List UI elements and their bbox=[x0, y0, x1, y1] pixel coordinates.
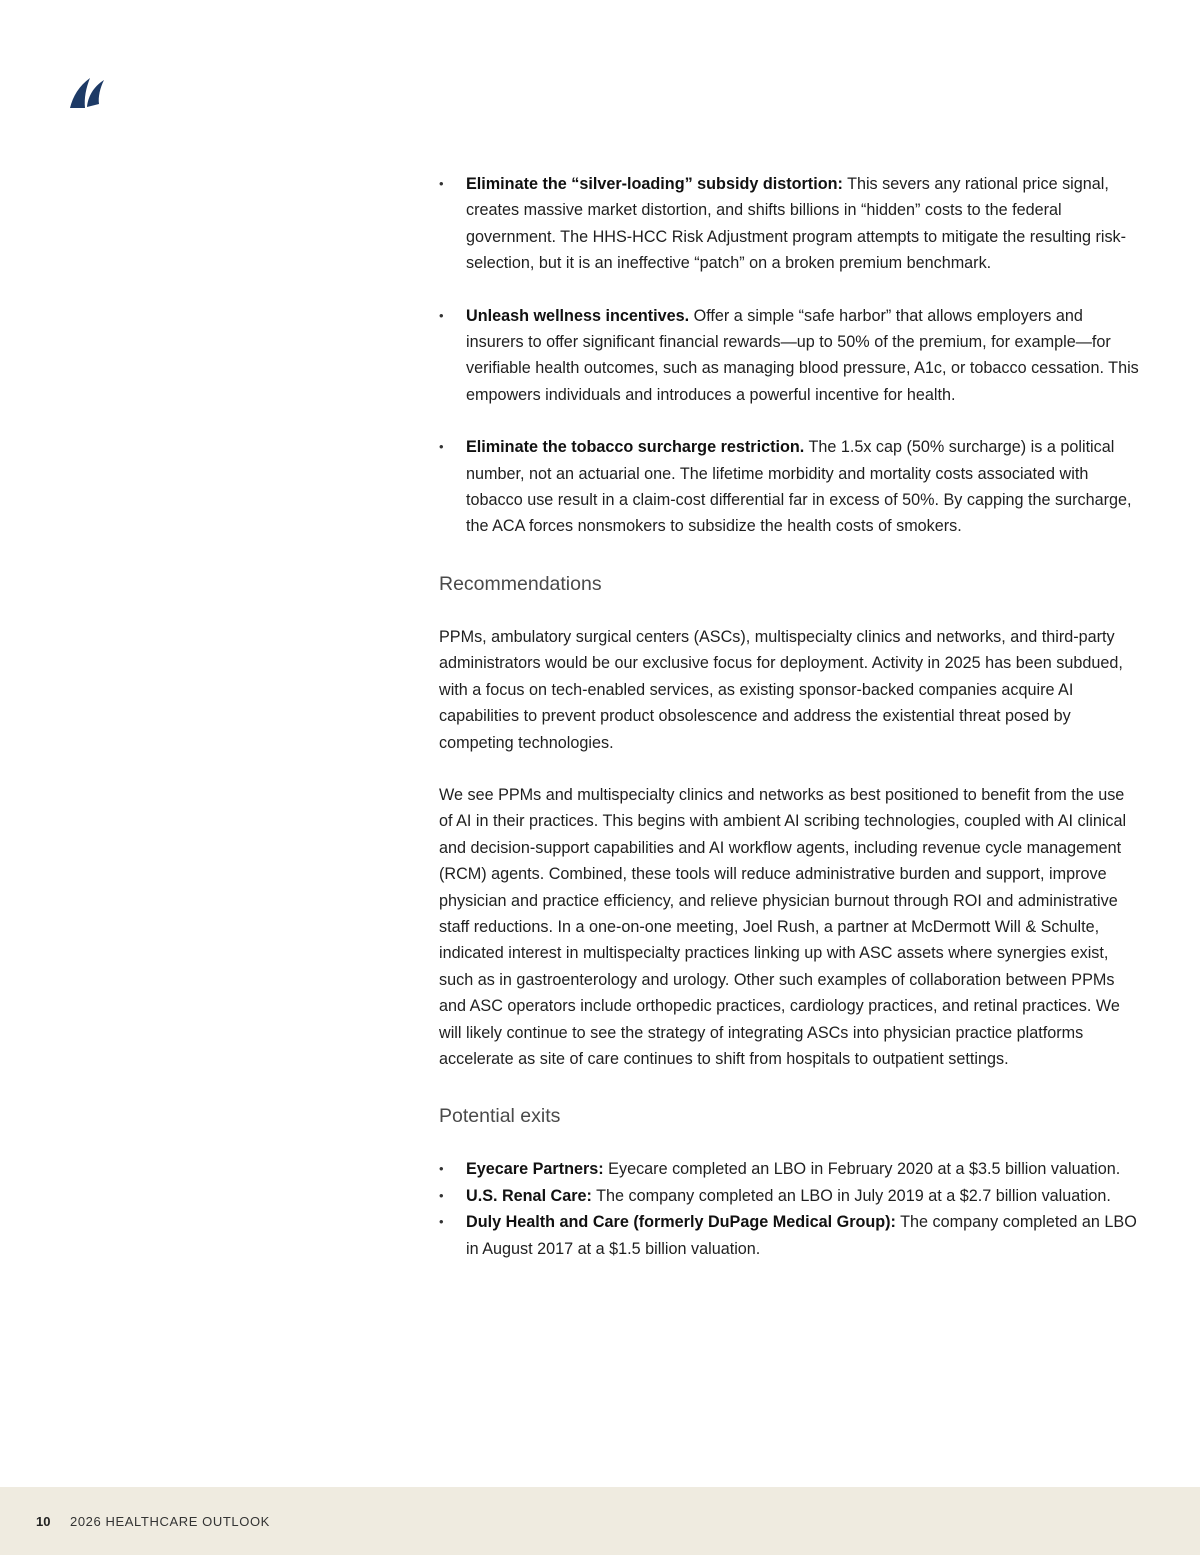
bullet-lead: Unleash wellness incentives. bbox=[466, 306, 690, 325]
recommendations-paragraph: PPMs, ambulatory surgical centers (ASCs), multispecialty clinics and networks, and third-party administrators would be our exclusive focus for deployment. Activity in 2025 has been subdued, with a focus on tech-enabled services, as existing sponsor-backed companies acquire AI capabilities to prevent product obsolescence and address the existential threat posed by competing technologies. bbox=[439, 627, 1123, 752]
recommendations-heading: Recommendations bbox=[439, 572, 602, 595]
list-item bbox=[439, 434, 1139, 540]
main-content bbox=[439, 171, 1139, 1262]
bullet-lead: Duly Health and Care (formerly DuPage Medical Group): bbox=[466, 1213, 896, 1232]
list-item bbox=[439, 1183, 1139, 1209]
list-item bbox=[439, 171, 1139, 277]
list-item bbox=[439, 303, 1139, 409]
sail-logo-icon bbox=[68, 74, 106, 110]
bullet-text: Offer a simple “safe harbor” that allows employers and insurers to offer significant financial rewards—up to 50% of the premium, for example—for verifiable health outcomes, such as managing blood pressure, A1c, or tobacco cessation. This empowers individuals and introduces a powerful incentive for health. bbox=[466, 306, 1139, 404]
policy-bullet-list bbox=[439, 171, 1139, 540]
bullet-lead: Eyecare Partners: bbox=[466, 1160, 604, 1179]
page-footer bbox=[0, 1487, 1200, 1555]
page-number: 10 bbox=[36, 1514, 51, 1529]
bullet-lead: U.S. Renal Care: bbox=[466, 1186, 592, 1205]
bullet-lead: Eliminate the “silver-loading” subsidy distortion: bbox=[466, 175, 843, 193]
bullet-text: Eyecare completed an LBO in February 2020 at a $3.5 billion valuation. bbox=[603, 1160, 1121, 1179]
exits-list bbox=[439, 1156, 1139, 1262]
bullet-text: This severs any rational price signal, creates massive market distortion, and shifts billions in “hidden” costs to the federal government. The HHS-HCC Risk Adjustment program attempts to mitigate the resulting risk-selection, but it is an ineffective “patch” on a broken premium benchmark. bbox=[466, 175, 1127, 273]
recommendations-paragraph: We see PPMs and multispecialty clinics and networks as best positioned to benefit from the use of AI in their practices. This begins with ambient AI scribing technologies, coupled with AI clinical and decision-support capabilities and AI workflow agents, including revenue cycle management (RCM) agents. Combined, these tools will reduce administrative burden and support, improve physician and practice efficiency, and relieve physician burnout through ROI and administrative staff reductions. In a one-on-one meeting, Joel Rush, a partner at McDermott Will & Schulte, indicated interest in multispecialty practices linking up with ASC assets where synergies exist, such as in gastroenterology and urology. Other such examples of collaboration between PPMs and ASC operators include orthopedic practices, cardiology practices, and retinal practices. We will likely continue to see the strategy of integrating ASCs into physician practice platforms accelerate as site of care continues to shift from hospitals to outpatient settings. bbox=[439, 785, 1127, 1068]
bullet-lead: Eliminate the tobacco surcharge restriction. bbox=[466, 438, 805, 457]
bullet-text: The 1.5x cap (50% surcharge) is a political number, not an actuarial one. The lifetime morbidity and mortality costs associated with tobacco use result in a claim-cost differential far in excess of 50%. By capping the surcharge, the ACA forces nonsmokers to subsidize the health costs of smokers. bbox=[466, 438, 1132, 536]
bullet-text: The company completed an LBO in August 2017 at a $1.5 billion valuation. bbox=[466, 1213, 1137, 1258]
bullet-text: The company completed an LBO in July 2019 at a $2.7 billion valuation. bbox=[591, 1186, 1111, 1205]
list-item bbox=[439, 1209, 1139, 1262]
footer-title: 2026 HEALTHCARE OUTLOOK bbox=[70, 1514, 270, 1529]
list-item bbox=[439, 1156, 1139, 1182]
potential-exits-heading: Potential exits bbox=[439, 1105, 561, 1128]
